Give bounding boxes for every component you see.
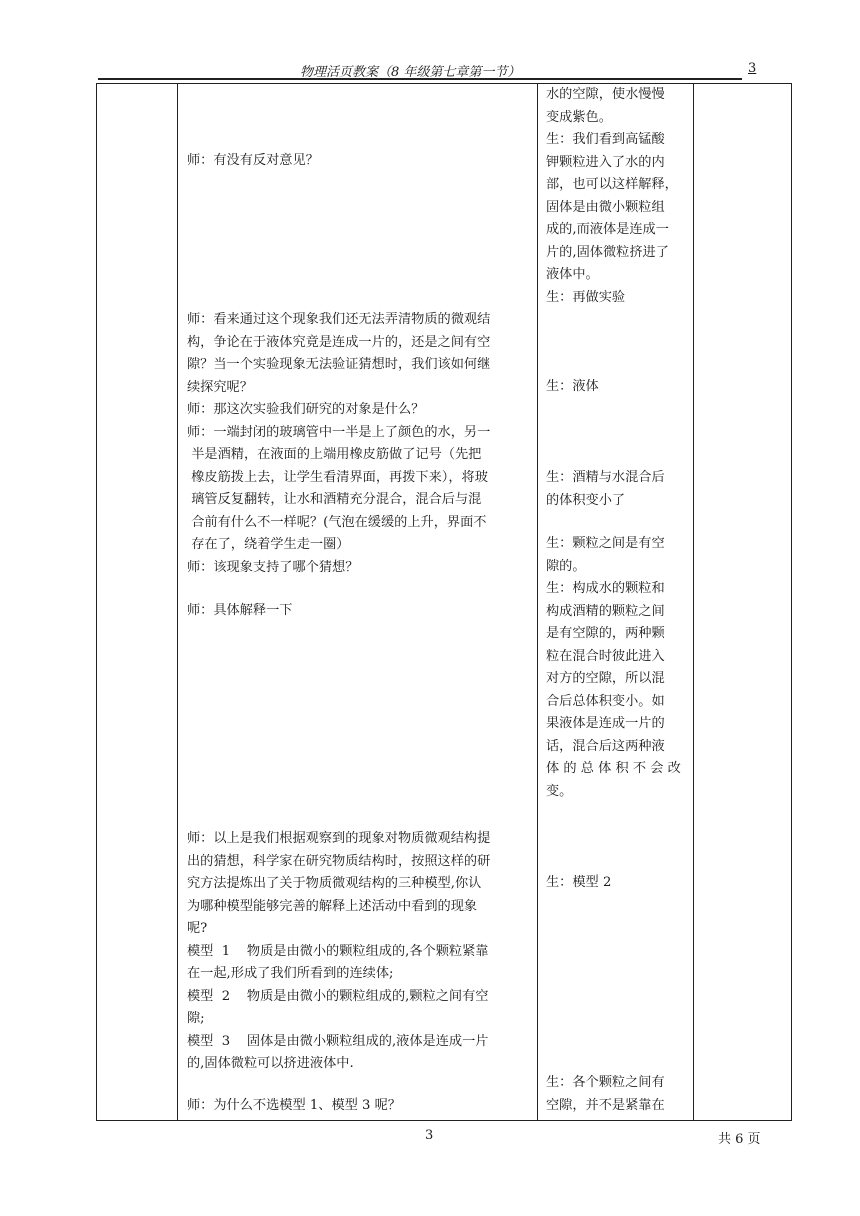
- teacher-text-2: 师：看来通过这个现象我们还无法弄清物质的微观结 构，争论在于液体究竟是连成一片的，还是之间有空 隙？当一个实验现象无法验证猜想时，我们该如何继 续探究呢？ 师：那这次实验我们研究的对象是什么？ 师：一端封闭的玻璃管中一半是上了颜色的水，另一 半是酒精，在液面的上端用橡皮筋做了记号（先把 橡皮筋拨上去，让学生看清界面，再拨下来），将玻 璃管反复翻转，让水和酒精充分混合，混合后与混 合前有什么不一样呢？(气泡在缓缓的上升，界面不 存在了，绕着学生走一圈） 师：该现象支持了哪个猜想？: [187, 312, 491, 575]
- column-divider: [693, 84, 694, 1120]
- teacher-text-5: 师：为什么不选模型 1、模型 3 呢？: [187, 1098, 401, 1113]
- teacher-text-1: 师：有没有反对意见？: [187, 153, 319, 168]
- student-text-2: 生：液体: [546, 379, 599, 394]
- column-divider: [177, 84, 178, 1120]
- student-text-3: 生：酒精与水混合后 的体积变小了: [546, 470, 665, 508]
- header-rule: [98, 78, 742, 80]
- teacher-text-3: 师：具体解释一下: [187, 603, 293, 618]
- footer-page-number: 3: [425, 1128, 434, 1143]
- header-page-number: 3: [748, 61, 757, 76]
- student-text-4: 生：颗粒之间是有空 隙的。 生：构成水的颗粒和 构成酒精的颗粒之间 是有空隙的，两种颗 粒在混合时彼此进入 对方的空隙，所以混 合后总体积变小。如 果液体是连成一片的 话，混合后这两种液 体 的 总 体 积 不 会 改 变。: [546, 536, 681, 799]
- student-text-5: 生：模型 2: [546, 875, 612, 890]
- student-text-6: 生：各个颗粒之间有 空隙，并不是紧靠在: [546, 1075, 665, 1113]
- student-text-1: 水的空隙，使水慢慢 变成紫色。 生：我们看到高锰酸 钾颗粒进入了水的内 部，也可以这样解释， 固体是由微小颗粒组 成的,而液体是连成一 片的,固体微粒挤进了 液体中。 生：再做实验: [546, 87, 678, 305]
- header-title: 物理活页教案（8 年级第七章第一节）: [300, 65, 521, 80]
- footer-total-pages: 共 6 页: [718, 1132, 761, 1147]
- lesson-table: [96, 83, 792, 1121]
- teacher-text-4: 师：以上是我们根据观察到的现象对物质微观结构提 出的猜想，科学家在研究物质结构时，按照这样的研 究方法提炼出了关于物质微观结构的三种模型,你认 为哪种模型能够完善的解释上述活动中看到的现象 呢? 模型 1 物质是由微小的颗粒组成的,各个颗粒紧靠 在一起,形成了我们所看到的连续体; 模型 2 物质是由微小的颗粒组成的,颗粒之间有空 隙; 模型 3 固体是由微小颗粒组成的,液体是连成一片 的,固体微粒可以挤进液体中.: [187, 831, 491, 1071]
